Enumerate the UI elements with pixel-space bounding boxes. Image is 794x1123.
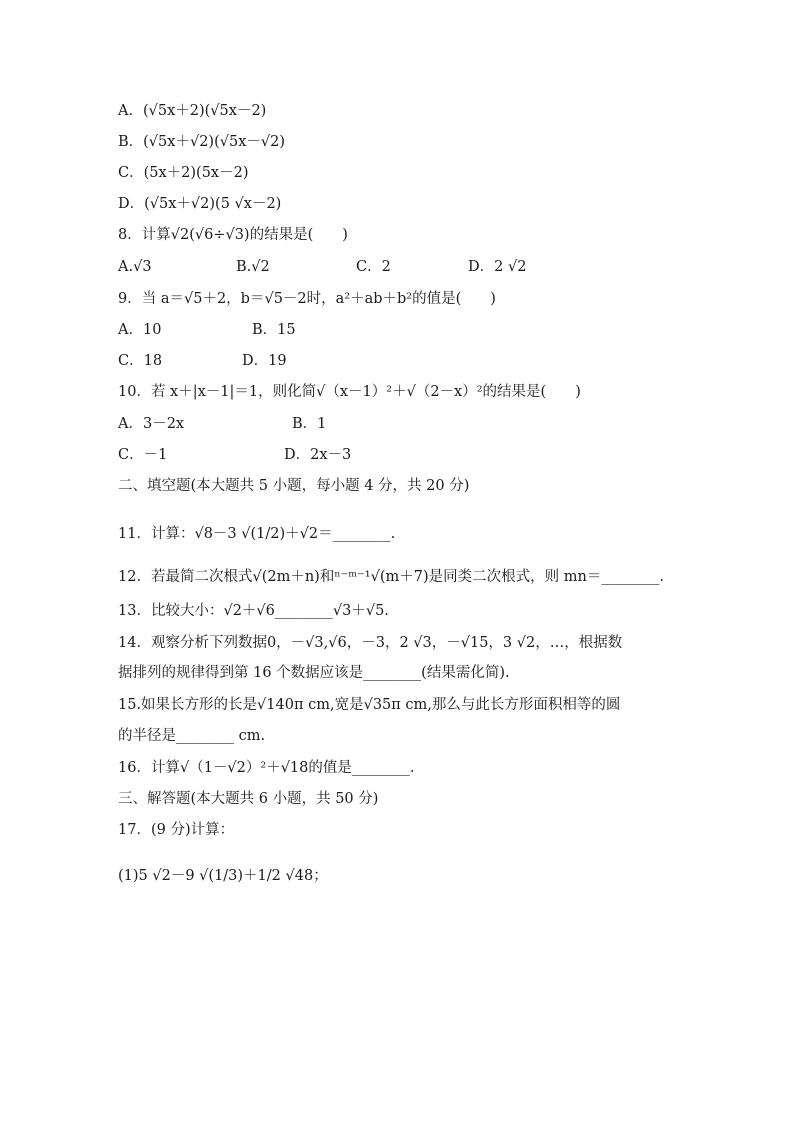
- q14-line-1-text: 14．观察分析下列数据0，－√3,√6，－3，2 √3，－√15，3 √2，…，根据数: [118, 635, 623, 651]
- q13: [118, 601, 389, 621]
- section-2-heading-text: 二、填空题(本大题共 5 小题，每小题 4 分，共 20 分): [118, 478, 470, 494]
- q14-line-1: [118, 633, 622, 653]
- q7-option-b-text: B．(√5x＋√2)(√5x－√2): [118, 134, 285, 150]
- q8-option-d: D．2 √2: [468, 259, 527, 275]
- q10-option-a: A．3－2x: [118, 416, 185, 432]
- q7-option-b: [118, 132, 285, 152]
- q10-option-c: C．－1: [118, 447, 168, 463]
- q11-text: 11．计算：√8－3 √(1/2)＋√2＝________.: [118, 526, 396, 542]
- q9-option-a: A．10: [118, 322, 162, 338]
- section-3-heading-text: 三、解答题(本大题共 6 小题，共 50 分): [118, 791, 379, 807]
- q17-part-1-text: (1)5 √2－9 √(1/3)＋1/2 √48；: [118, 868, 328, 884]
- section-3-heading: [118, 789, 378, 809]
- q7-option-d: [118, 194, 281, 214]
- q14-line-2: [118, 663, 510, 683]
- q17-heading: [118, 820, 234, 840]
- section-2-heading: [118, 476, 469, 496]
- q9-stem-text: 9．当 a＝√5＋2，b＝√5－2时，a²＋ab＋b²的值是( ): [118, 291, 496, 307]
- q8-option-b: B.√2: [236, 259, 270, 275]
- q15-line-1: [118, 695, 620, 715]
- q9-option-d: D．19: [242, 353, 287, 369]
- q16: [118, 758, 415, 778]
- q8-option-a: A.√3: [118, 259, 152, 275]
- q12-text: 12．若最简二次根式√(2m＋n)和ⁿ⁻ᵐ⁻¹√(m＋7)是同类二次根式，则 mn＝________.: [118, 569, 664, 585]
- q10-stem: [118, 382, 581, 402]
- q16-text: 16．计算√（1－√2）²＋√18的值是________.: [118, 760, 415, 776]
- q10-option-b: B．1: [292, 416, 327, 432]
- q14-line-2-text: 据排列的规律得到第 16 个数据应该是________(结果需化简).: [118, 665, 510, 681]
- q9-stem: [118, 289, 496, 309]
- q12: [118, 567, 664, 587]
- q10-option-d: D．2x－3: [284, 447, 352, 463]
- q7-option-c: [118, 163, 248, 183]
- q8-option-c: C．2: [356, 259, 391, 275]
- q17-part-1: [118, 866, 328, 886]
- q15-line-1-text: 15.如果长方形的长是√140π cm,宽是√35π cm,那么与此长方形面积相等的圆: [118, 697, 621, 713]
- q7-option-d-text: D．(√5x＋√2)(5 √x－2): [118, 196, 282, 212]
- q7-option-a-text: A．(√5x＋2)(√5x－2): [118, 103, 267, 119]
- q7-option-c-text: C．(5x＋2)(5x－2): [118, 165, 249, 181]
- q15-line-2: [118, 726, 265, 746]
- q17-heading-text: 17．(9 分)计算：: [118, 822, 235, 838]
- q11: [118, 524, 395, 544]
- q8-stem-text: 8．计算√2(√6÷√3)的结果是( ): [118, 227, 348, 243]
- q13-text: 13．比较大小：√2＋√6________√3＋√5.: [118, 603, 389, 619]
- q9-option-c: C．18: [118, 353, 163, 369]
- q7-option-a: [118, 101, 266, 121]
- q9-option-b: B．15: [252, 322, 296, 338]
- q8-stem: [118, 225, 348, 245]
- q15-line-2-text: 的半径是________ cm.: [118, 728, 266, 744]
- q10-stem-text: 10．若 x＋|x－1|＝1，则化简√（x－1）²＋√（2－x）²的结果是( ): [118, 384, 581, 400]
